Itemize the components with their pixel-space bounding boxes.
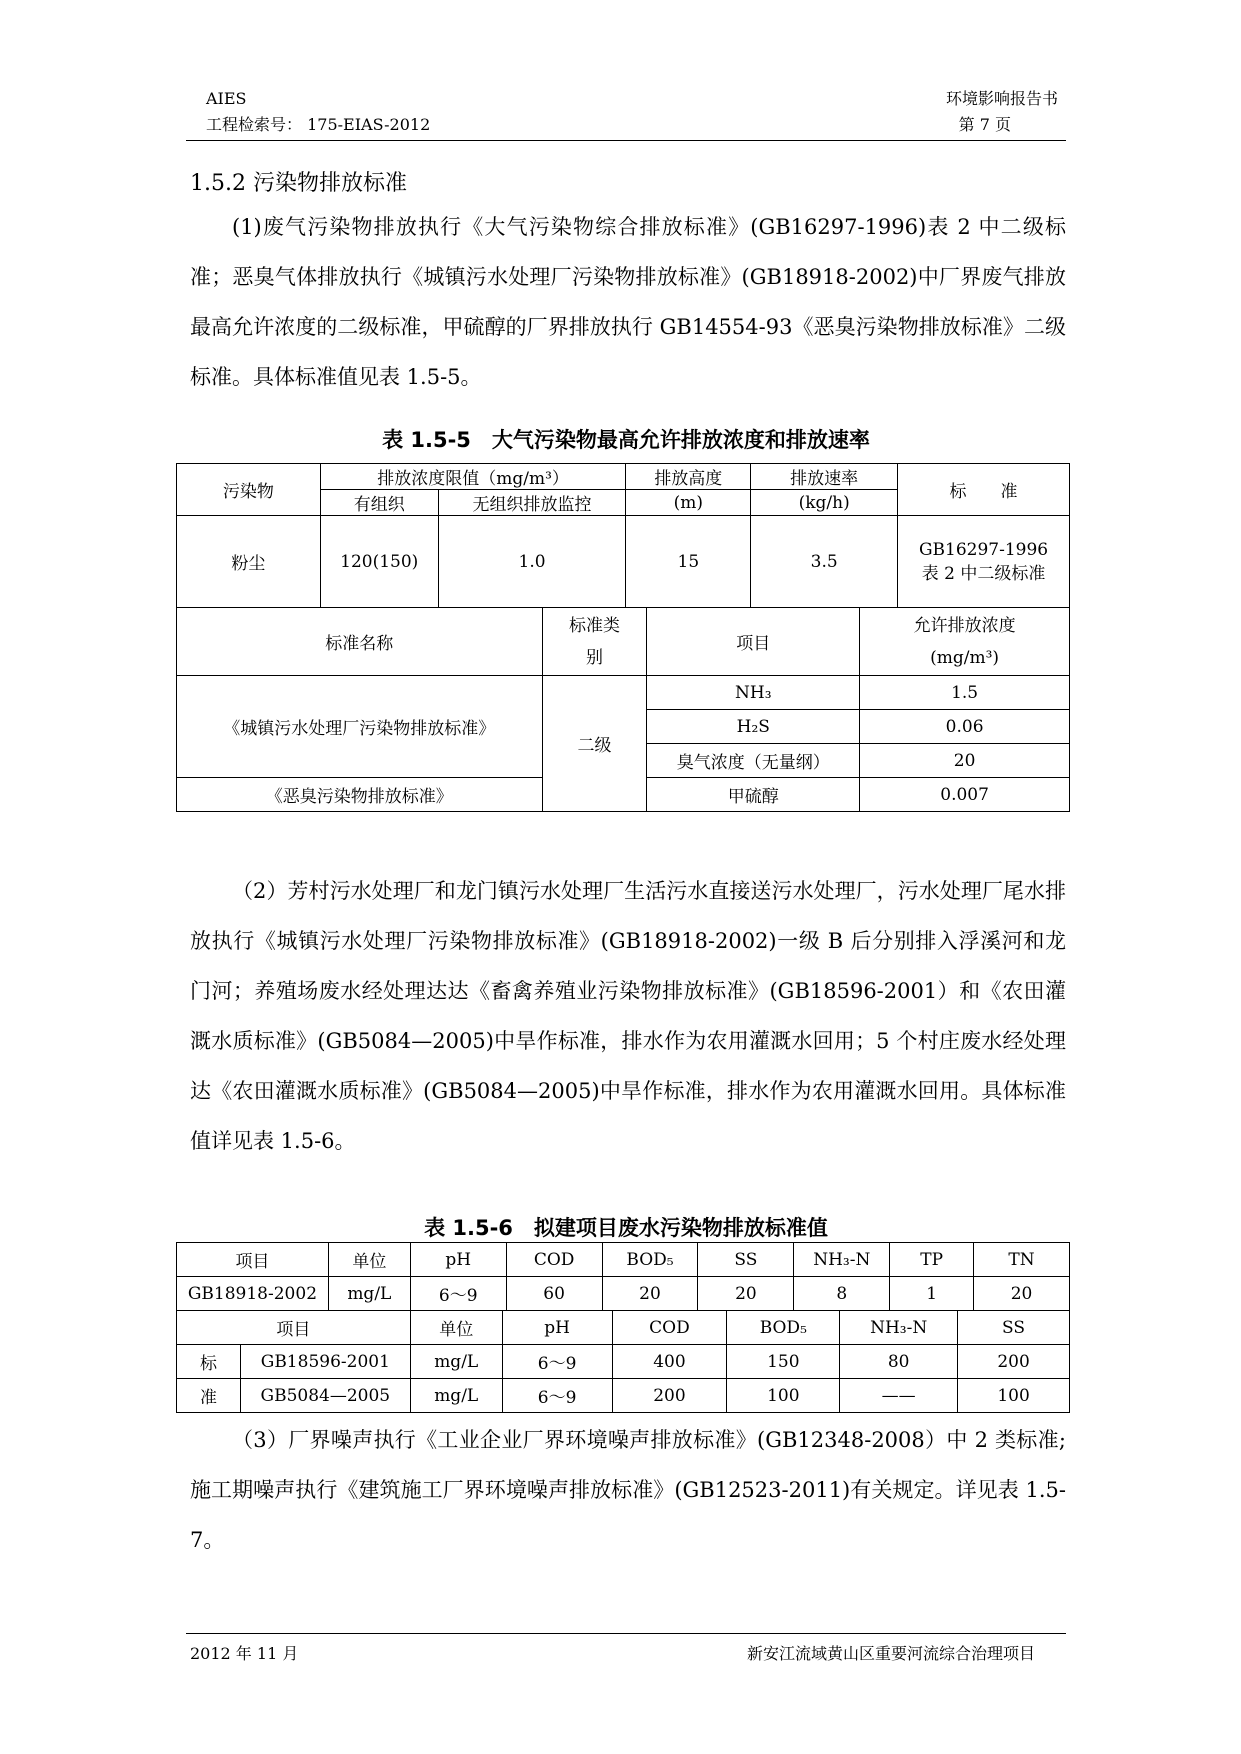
th-bottom-ss: SS: [958, 1311, 1070, 1345]
table-1-5-5-upper: [176, 463, 1070, 608]
section-title: 1.5.2 污染物排放标准: [190, 171, 407, 196]
paragraph-1: (1)废气污染物排放执行《大气污染物综合排放标准》(GB16297-1996)表 2 中二级标准；恶臭气体排放执行《城镇污水处理厂污染物排放标准》(GB18918-2002)中厂界废气排放最高允许浓度的二级标准，甲硫醇的厂界排放执行 GB14554-93《恶臭污染物排放标准》二级标准。具体标准值见表 1.5-5。: [190, 215, 1066, 389]
cell-top-ph: 6～9: [410, 1277, 506, 1311]
footer-date: 2012 年 11 月: [190, 1644, 299, 1663]
th-bottom-nh3n: NH₃-N: [840, 1311, 958, 1345]
cell-b2-nh3n: ——: [840, 1379, 958, 1413]
cell-organized: 120(150): [320, 516, 438, 608]
table-1-5-5-lower: [176, 607, 1070, 812]
th-item: 项目: [647, 608, 860, 676]
cell-std-urban: 《城镇污水处理厂污染物排放标准》: [177, 676, 543, 778]
th-top-cod: COD: [506, 1243, 602, 1277]
th-std-class: 标准类别: [542, 608, 647, 676]
th-bottom-bod5: BOD₅: [727, 1311, 840, 1345]
header-doc-type: 环境影响报告书: [945, 89, 1058, 108]
cell-b2-cod: 200: [612, 1379, 727, 1413]
cell-top-ss: 20: [698, 1277, 794, 1311]
cell-std-label-2: 准: [177, 1379, 241, 1413]
paragraph-3: （3）厂界噪声执行《工业企业厂界环境噪声排放标准》(GB12348-2008）中 2 类标准; 施工期噪声执行《建筑施工厂界环境噪声排放标准》(GB12523-2011)有关规定。详见表 1.5-7。: [190, 1428, 1066, 1552]
table-1-5-6-caption: 表 1.5-6 拟建项目废水污染物排放标准值: [424, 1216, 828, 1240]
cell-b1-ss: 200: [958, 1345, 1070, 1379]
th-top-unit: 单位: [328, 1243, 410, 1277]
cell-b2-bod5: 100: [727, 1379, 840, 1413]
header-org: AIES: [206, 89, 247, 108]
th-bottom-item: 项目: [177, 1311, 411, 1345]
th-allowed-unit: (mg/m³): [930, 647, 1000, 668]
th-bottom-unit: 单位: [410, 1311, 502, 1345]
th-rate-unit: (kg/h): [751, 490, 898, 516]
cell-b1-bod5: 150: [727, 1345, 840, 1379]
cell-b2-std: GB5084—2005: [240, 1379, 410, 1413]
cell-top-nh3n: 8: [794, 1277, 890, 1311]
th-top-ss: SS: [698, 1243, 794, 1277]
header-rule: [186, 140, 1066, 141]
th-allowed-label: 允许排放浓度: [913, 615, 1016, 636]
cell-height: 15: [626, 516, 751, 608]
table-1-5-6-lower: [176, 1310, 1070, 1413]
footer-rule: [186, 1633, 1066, 1634]
th-standard: 标 准: [898, 464, 1070, 516]
th-top-nh3n: NH₃-N: [794, 1243, 890, 1277]
th-bottom-ph: pH: [502, 1311, 612, 1345]
cell-value-methanethiol: 0.007: [860, 778, 1070, 812]
footer-project: 新安江流域黄山区重要河流综合治理项目: [746, 1644, 1035, 1663]
cell-item-methanethiol: 甲硫醇: [647, 778, 860, 812]
cell-unorganized: 1.0: [438, 516, 626, 608]
cell-b2-unit: mg/L: [410, 1379, 502, 1413]
table-1-5-6-upper: [176, 1242, 1070, 1311]
cell-b2-ss: 100: [958, 1379, 1070, 1413]
th-bottom-cod: COD: [612, 1311, 727, 1345]
cell-top-unit: mg/L: [328, 1277, 410, 1311]
header-page: 第 7 页: [958, 115, 1011, 134]
cell-b1-cod: 400: [612, 1345, 727, 1379]
cell-b1-unit: mg/L: [410, 1345, 502, 1379]
cell-class: 二级: [542, 676, 647, 812]
th-rate: 排放速率: [751, 464, 898, 490]
cell-top-bod5: 20: [602, 1277, 698, 1311]
th-top-tp: TP: [890, 1243, 974, 1277]
cell-value-odor: 20: [860, 744, 1070, 778]
th-conc-limit: 排放浓度限值（mg/m³）: [320, 464, 626, 490]
cell-b2-ph: 6～9: [502, 1379, 612, 1413]
cell-top-tp: 1: [890, 1277, 974, 1311]
th-std-name: 标准名称: [177, 608, 543, 676]
cell-item-odor: 臭气浓度（无量纲）: [647, 744, 860, 778]
th-height: 排放高度: [626, 464, 751, 490]
th-unorganized: 无组织排放监控: [438, 490, 626, 516]
cell-item-h2s: H₂S: [647, 710, 860, 744]
cell-top-tn: 20: [974, 1277, 1070, 1311]
cell-std-label-1: 标: [177, 1345, 241, 1379]
th-top-item: 项目: [177, 1243, 329, 1277]
th-top-tn: TN: [974, 1243, 1070, 1277]
cell-item-nh3: NH₃: [647, 676, 860, 710]
cell-std-odor: 《恶臭污染物排放标准》: [177, 778, 543, 812]
th-pollutant: 污染物: [177, 464, 321, 516]
th-organized: 有组织: [320, 490, 438, 516]
cell-top-std: GB18918-2002: [177, 1277, 329, 1311]
cell-b1-ph: 6～9: [502, 1345, 612, 1379]
cell-b1-nh3n: 80: [840, 1345, 958, 1379]
th-allowed: [860, 608, 1070, 676]
header-project-no: 工程检索号： 175-EIAS-2012: [206, 115, 431, 134]
table-1-5-5-caption: 表 1.5-5 大气污染物最高允许排放浓度和排放速率: [382, 428, 870, 452]
cell-standard: GB16297-1996 表 2 中二级标准: [898, 516, 1070, 608]
th-top-bod5: BOD₅: [602, 1243, 698, 1277]
cell-pollutant: 粉尘: [177, 516, 321, 608]
cell-top-cod: 60: [506, 1277, 602, 1311]
th-top-ph: pH: [410, 1243, 506, 1277]
cell-rate: 3.5: [751, 516, 898, 608]
th-height-unit: (m): [626, 490, 751, 516]
cell-b1-std: GB18596-2001: [240, 1345, 410, 1379]
cell-value-h2s: 0.06: [860, 710, 1070, 744]
paragraph-2: （2）芳村污水处理厂和龙门镇污水处理厂生活污水直接送污水处理厂，污水处理厂尾水排放执行《城镇污水处理厂污染物排放标准》(GB18918-2002)一级 B 后分别排入浮溪河和龙门河；养殖场废水经处理达达《畜禽养殖业污染物排放标准》(GB18596-2001）和《农田灌溉水质标准》(GB5084—2005)中旱作标准，排水作为农用灌溉水回用；5 个村庄废水经处理达《农田灌溉水质标准》(GB5084—2005)中旱作标准，排水作为农用灌溉水回用。具体标准值详见表 1.5-6。: [190, 879, 1066, 1153]
cell-value-nh3: 1.5: [860, 676, 1070, 710]
